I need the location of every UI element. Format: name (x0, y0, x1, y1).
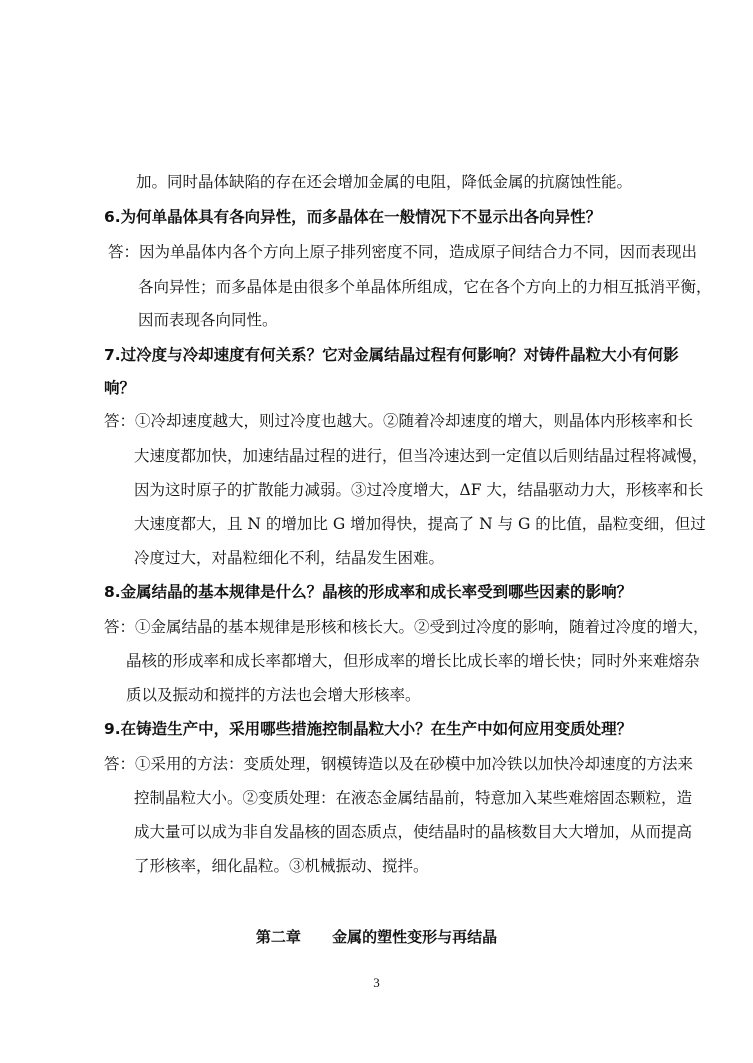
answer-9-line-4: 了形核率，细化晶粒。③机械振动、搅拌。 (134, 857, 429, 875)
question-7-title-line-2: 响？ (104, 379, 136, 397)
question-7-title-line-1: 7.过冷度与冷却速度有何关系？它对金属结晶过程有何影响？对铸件晶粒大小有何影 (104, 346, 679, 364)
answer-8-line-3: 质以及振动和搅拌的方法也会增大形核率。 (126, 686, 421, 704)
question-9-title: 9.在铸造生产中，采用哪些措施控制晶粒大小？在生产中如何应用变质处理？ (104, 720, 633, 738)
page-number: 3 (373, 975, 380, 990)
answer-7-line-3: 因为这时原子的扩散能力减弱。③过冷度增大，ΔF 大，结晶驱动力大，形核率和长 (134, 481, 704, 499)
answer-7-line-2: 大速度都加快，加速结晶过程的进行，但当冷速达到一定值以后则结晶过程将减慢， (134, 447, 708, 465)
answer-9-line-3: 成大量可以成为非自发晶核的固态质点，使结晶时的晶核数目大大增加，从而提高 (134, 823, 693, 841)
answer-9-line-2: 控制晶粒大小。②变质处理：在液态金属结晶前，特意加入某些难熔固态颗粒，造 (134, 789, 693, 807)
answer-8-line-2: 晶核的形成率和成长率都增大，但形成率的增长比成长率的增长快；同时外来难熔杂 (126, 652, 700, 670)
answer-8-line-1: 答：①金属结晶的基本规律是形核和核长大。②受到过冷度的影响，随着过冷度的增大， (104, 618, 709, 636)
answer-7-line-4: 大速度都大，且 N 的增加比 G 增加得快，提高了 N 与 G 的比值，晶粒变细，但过 (134, 515, 706, 533)
question-6-title: 6.为何单晶体具有各向异性，而多晶体在一般情况下不显示出各向异性？ (104, 208, 602, 226)
answer-7-line-5: 冷度过大，对晶粒细化不利，结晶发生困难。 (134, 549, 445, 567)
answer-9-line-1: 答：①采用的方法：变质处理，钢模铸造以及在砂模中加冷铁以加快冷却速度的方法来 (104, 755, 694, 773)
answer-6-line-2: 各向异性；而多晶体是由很多个单晶体所组成，它在各个方向上的力相互抵消平衡， (138, 278, 712, 296)
answer-6-line-3: 因而表现各向同性。 (138, 311, 278, 329)
question-8-title: 8.金属结晶的基本规律是什么？晶核的形成率和成长率受到哪些因素的影响？ (104, 583, 633, 601)
paragraph-continuation: 加。同时晶体缺陷的存在还会增加金属的电阻，降低金属的抗腐蚀性能。 (136, 173, 633, 191)
answer-6-line-1: 答：因为单晶体内各个方向上原子排列密度不同，造成原子间结合力不同，因而表现出 (108, 243, 698, 261)
answer-7-line-1: 答：①冷却速度越大，则过冷度也越大。②随着冷却速度的增大，则晶体内形核率和长 (104, 412, 694, 430)
chapter-heading: 第二章 金属的塑性变形与再结晶 (255, 928, 498, 946)
